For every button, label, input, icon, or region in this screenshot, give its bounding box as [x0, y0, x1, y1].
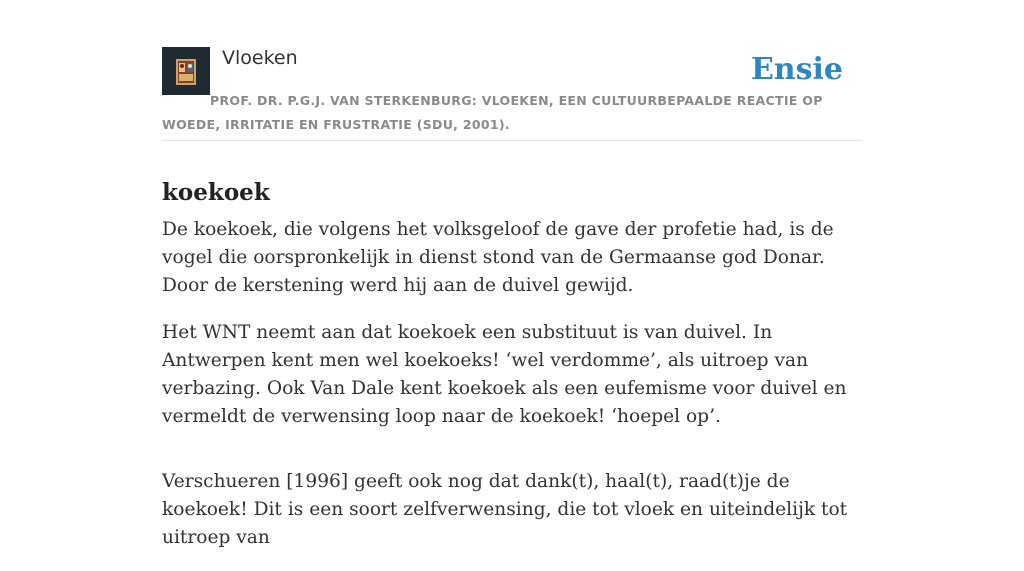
entry-paragraph: Het WNT neemt aan dat koekoek een substituut is van duivel. In Antwerpen kent men wel koekoeks! ‘wel verdomme’, als uitroep van verbazing. Ook Van Dale kent koekoek als een eufemisme voor duivel en vermeldt de verwensing loop naar de koekoek! ‘hoepel op’.: [162, 322, 847, 427]
source-description: PROF. DR. P.G.J. VAN STERKENBURG: VLOEKEN, EEN CULTUURBEPAALDE REACTIE OP WOEDE, IRRITATIE EN FRUSTRATIE (SDU, 2001).: [162, 93, 823, 132]
source-avatar[interactable]: [162, 47, 210, 95]
entry-headword: koekoek: [162, 179, 270, 207]
ensie-logo[interactable]: Ensie: [750, 52, 843, 87]
entry-paragraph: Verschueren [1996] geeft ook nog dat dank(t), haal(t), raad(t)je de koekoek! Dit is een soort zelfverwensing, die tot vloek en uiteindelijk tot uitroep van: [162, 471, 848, 548]
entry-paragraph: De koekoek, die volgens het volksgeloof de gave der profetie had, is de vogel die oorspronkelijk in dienst stond van de Germaanse god Donar. Door de kerstening werd hij aan de duivel gewijd.: [162, 219, 834, 296]
book-cover-icon: [162, 47, 210, 95]
entry-body: [162, 216, 867, 571]
source-title-link[interactable]: Vloeken: [222, 47, 298, 69]
page: [162, 0, 862, 548]
source-header: [162, 0, 862, 141]
